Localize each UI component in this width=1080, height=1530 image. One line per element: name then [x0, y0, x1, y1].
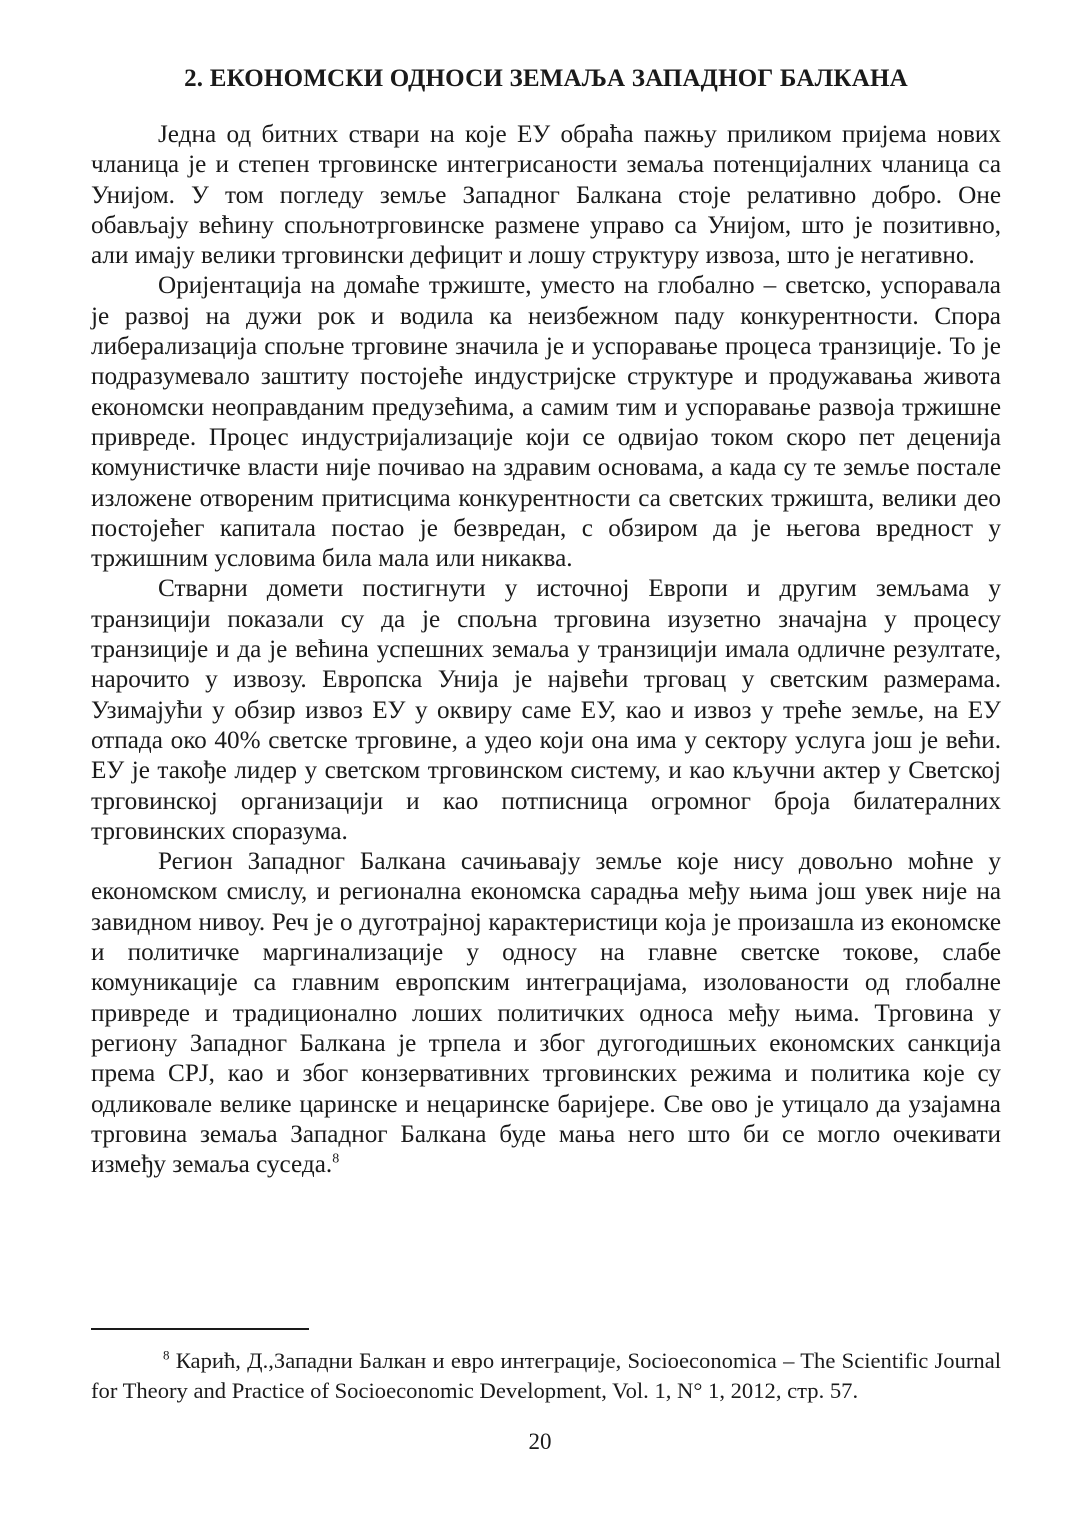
footnote — [91, 1346, 1001, 1406]
footnote-number: 8 — [163, 1347, 170, 1363]
paragraph-3: Стварни домети постигнути у источној Европи и другим земљама у транзицији показали су да је спољна трговина изузетно значајна у процесу транзиције и да је већина успешних земаља у транзицији имала одличне резултате, нарочито у извозу. Европска Унија је највећи трговац у светским размерама. Узимајући у обзир извоз ЕУ у оквиру саме ЕУ, као и извоз у треће земље, на ЕУ отпада око 40% светске трговине, а удео који она има у сектору услуга још је већи. ЕУ је такође лидер у светском трговинском систему, и као кључни актер у Светској трговинској организацији и као потписница огромног броја билатералних трговинских споразума. — [91, 575, 1001, 845]
paragraph-4 — [91, 847, 1001, 1180]
page-body — [91, 62, 1001, 1180]
paragraph-2: Оријентација на домаће тржиште, уместо на глобално – светско, успоравала је развој на дужи рок и водила ка неизбежном паду конкурентности. Спора либерализација спољне трговине значила је и успоравање процеса транзиције. То је подразумевало заштиту постојеће индустријске структуре и продужавања живота економски неоправданим предузећима, а самим тим и успоравање развоја тржишне привреде. Процес индустријализације који се одвијао током скоро пет деценија комунистичке власти није почивао на здравим основама, а када су те земље постале изложене отвореним притисцима конкурентности са светских тржишта, велики део постојећег капитала постао је безвредан, с обзиром да је његова вредност у тржишним условима била мала или никаква. — [91, 272, 1001, 573]
footnote-text: Карић, Д.,Западни Балкан и евро интеграције, Socioeconomica – The Scientific Journal for Theory and Practice of Socioeconomic Development, Vol. 1, N° 1, 2012, стр. 57. — [91, 1348, 1001, 1403]
footnote-separator — [91, 1328, 309, 1330]
page-number: 20 — [528, 1429, 552, 1454]
paragraph-1: Једна од битних ствари на које ЕУ обраћа пажњу приликом пријема нових чланица је и степен трговинске интегрисаности земаља потенцијалних чланица са Унијом. У том погледу земље Западног Балкана стоје релативно добро. Оне обављају већину спољнотрговинске размене управо са Унијом, што је позитивно, али имају велики трговински дефицит и лошу структуру извоза, што је негативно. — [91, 121, 1001, 270]
paragraph-4-text: Регион Западног Балкана сачињавају земље које нису довољно моћне у економском смислу, и регионална економска сарадња међу њима још увек није на завидном нивоу. Реч је о дуготрајној карактеристици која је произашла из економске и политичке маргинализације у односу на главне светске токове, слабе комуникације са главним европским интеграцијама, изолованости од глобалне привреде и традиционално лоших политичких односа међу њима. Трговина у региону Западног Балкана је трпела и због дугогодишњих економских санкција према СРЈ, као и због конзервативних трговинских режима и политика које су одликовале велике царинске и нецаринске баријере. Све ово је утицало да узајамна трговина земаља Западног Балкана буде мања него што би се могло очекивати између земаља суседа. — [91, 848, 1001, 1179]
footnote-reference: 8 — [332, 1151, 340, 1167]
chapter-heading: 2. ЕКОНОМСКИ ОДНОСИ ЗЕМАЉА ЗАПАДНОГ БАЛКАНА — [184, 65, 908, 92]
